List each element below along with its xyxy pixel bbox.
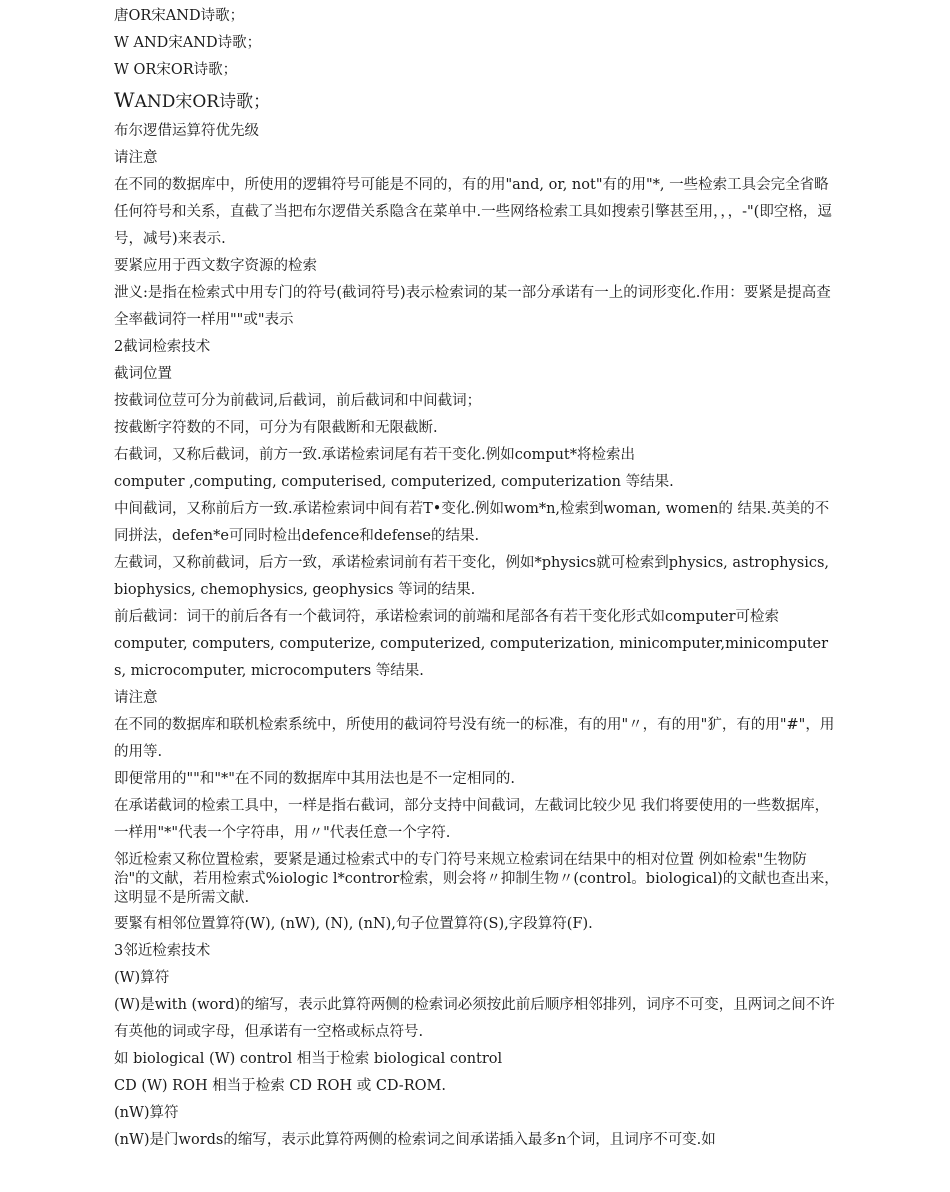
subsection-heading: (nW)算符 xyxy=(114,1105,179,1121)
subsection-heading: (W)算符 xyxy=(114,970,170,986)
text-line-4-head: W xyxy=(114,88,135,112)
text-line: CD (W) ROH 相当于检索 CD ROH 或 CD-ROM. xyxy=(114,1078,446,1094)
paragraph: 左截词，又称前截词，后方一致，承诺检索词前有若干变化，例如*physics就可检索到physics, astrophysics, biophysics, chemophysics, geophysics 等词的结果. xyxy=(114,555,830,598)
text-line-2: W AND宋AND诗歌； xyxy=(114,35,262,51)
section-heading: 布尔逻借运算符优先级 xyxy=(114,123,259,139)
paragraph: 中间截词，又称前后方一致.承诺检索词中间有若T•变化.例如wom*n,检索到woman, women的 结果.英美的不同拼法，defen*e可同时检出defence和defense的结果. xyxy=(114,501,830,544)
note-heading: 请注意 xyxy=(114,150,158,166)
text-line-3: W OR宋OR诗歌； xyxy=(114,62,238,78)
paragraph: computer, computers, computerize, computerized, computerization, minicomputer,minicomputers, microcomputer, microcomputers 等结果. xyxy=(114,636,829,679)
paragraph-dense: 邻近检索又称位置检索，要紧是通过检索式中的专门符号来规立检索词在结果中的相对位置 例如检索"生物防治"的文献，若用检索式%iologic l*contror检索，则会将〃抑制生物〃(control。biological)的文献也查出来，这明显不是所需文献. xyxy=(114,852,839,906)
text-line: 如 biological (W) control 相当于检索 biological control xyxy=(114,1051,503,1067)
text-line: 右截词，又称后截词，前方一致.承诺检索词尾有若干变化.例如comput*将检索出 xyxy=(114,447,636,463)
paragraph: 在不同的数据库和联机检索系统中，所使用的截词符号没有统一的标准，有的用"〃，有的用"犷，有的用"#"，用的用等. xyxy=(114,717,835,760)
section-heading: 2截词检索技术 xyxy=(114,339,211,355)
text-line-4 xyxy=(114,84,840,118)
text-line: 要紧应用于西文数字资源的检索 xyxy=(114,258,317,274)
document-page xyxy=(114,0,840,1154)
paragraph: 在承诺截词的检索工具中，一样是指右截词，部分支持中间截词，左截词比较少见 我们将要使用的一些数据库，一样用"*"代表一个字符串，用〃"代表任意一个字符. xyxy=(114,798,830,841)
text-line: 要緊有相邻位置算符(W), (nW), (N), (nN),句子位置算符(S),字段算符(F). xyxy=(114,916,593,932)
paragraph: 前后截词：词干的前后各有一个截词符，承诺检索词的前端和尾部各有若干变化形式如computer可检索 xyxy=(114,609,780,625)
section-heading: 3邻近检索技术 xyxy=(114,943,211,959)
text-line: 按截断字符数的不同，可分为有限截断和无限截断. xyxy=(114,420,438,436)
paragraph: (W)是with (word)的缩写，表示此算符两侧的检索词必须按此前后顺序相邻排列，词序不可变，且两词之间不许有英他的词或字母，但承诺有一空格或标点符号. xyxy=(114,997,835,1040)
text-line: computer ,computing, computerised, computerized, computerization 等结果. xyxy=(114,474,674,490)
subsection-heading: 截词位置 xyxy=(114,366,172,382)
text-line: 按截词位荳可分为前截词,后截词，前后截词和中间截词； xyxy=(114,393,482,409)
text-line-4-rest: AND宋OR诗歌； xyxy=(134,92,271,112)
text-line: (nW)是门words的缩写，表示此算符两侧的检索词之间承诺插入最多n个词，且词序不可变.如 xyxy=(114,1132,716,1148)
paragraph: 在不同的数据库中，所使用的逻辑符号可能是不同的，有的用"and, or, not"有的用"*, 一些检索工具会完全省略任何符号和关系，直截了当把布尔逻借关系隐含在菜单中.一些网络检索工具如搜索引擎甚至用，，，-"(即空格，逗号，减号)来表示. xyxy=(114,177,832,247)
text-line: 即便常用的""和"*"在不同的数据库中其用法也是不一定相同的. xyxy=(114,771,516,787)
text-line-1: 唐OR宋AND诗歌； xyxy=(114,8,245,24)
note-heading: 请注意 xyxy=(114,690,158,706)
paragraph: 泄义:是指在检索式中用专门的符号(截词符号)表示检索词的某一部分承诺有一上的词形变化.作用：要紧是提高查全率截词符一样用""或"表示 xyxy=(114,285,831,328)
